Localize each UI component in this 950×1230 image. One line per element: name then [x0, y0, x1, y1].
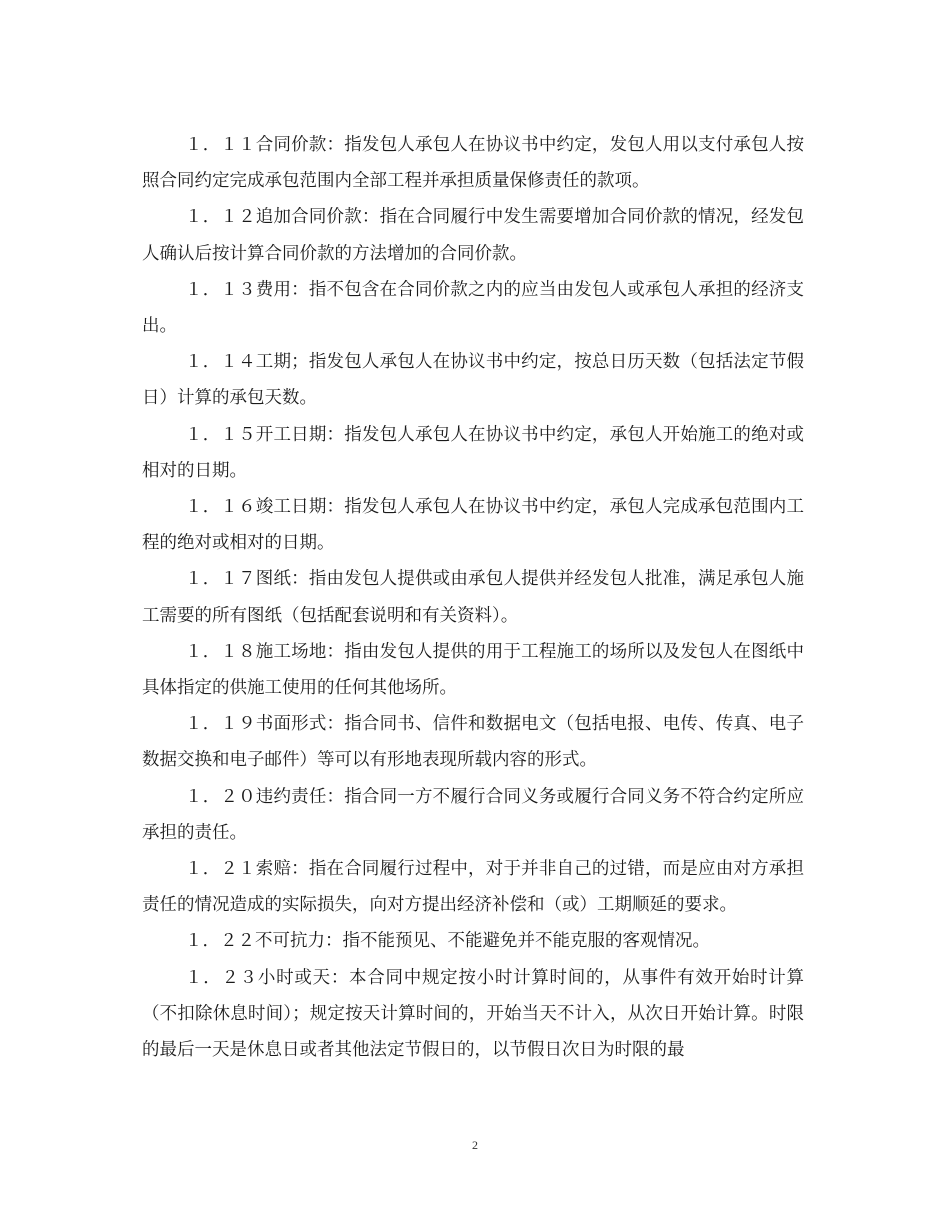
page-number: 2 — [472, 1138, 478, 1152]
document-body — [142, 127, 804, 1068]
clause-1-19: １．１９书面形式：指合同书、信件和数据电文（包括电报、电传、传真、电子数据交换和电子邮件）等可以有形地表现所载内容的形式。 — [142, 714, 804, 771]
clause-1-22: １．２２不可抗力：指不能预见、不能避免并不能克服的客观情况。 — [185, 931, 710, 952]
clause-1-11: １．１１合同价款：指发包人承包人在协议书中约定，发包人用以支付承包人按照合同约定完成承包范围内全部工程并承担质量保修责任的款项。 — [142, 135, 804, 192]
clause-1-12: １．１２追加合同价款：指在合同履行中发生需要增加合同价款的情况，经发包人确认后按计算合同价款的方法增加的合同价款。 — [142, 207, 804, 264]
clause-1-23: １．２３小时或天：本合同中规定按小时计算时间的，从事件有效开始时计算（不扣除休息时间）；规定按天计算时间的，开始当天不计入，从次日开始计算。时限的最后一天是休息日或者其他法定节假日的，以节假日次日为时限的最 — [142, 967, 804, 1061]
clause-1-14: １．１４工期；指发包人承包人在协议书中约定，按总日历天数（包括法定节假日）计算的承包天数。 — [142, 352, 804, 409]
clause-1-20: １．２０违约责任：指合同一方不履行合同义务或履行合同义务不符合约定所应承担的责任。 — [142, 786, 804, 843]
clause-1-16: １．１６竣工日期：指发包人承包人在协议书中约定，承包人完成承包范围内工程的绝对或相对的日期。 — [142, 497, 804, 554]
clause-1-21: １．２１索赔：指在合同履行过程中，对于并非自己的过错，而是应由对方承担责任的情况造成的实际损失，向对方提出经济补偿和（或）工期顺延的要求。 — [142, 859, 804, 916]
clause-1-13: １．１３费用：指不包含在合同价款之内的应当由发包人或承包人承担的经济支出。 — [142, 279, 804, 337]
clause-1-18: １．１８施工场地：指由发包人提供的用于工程施工的场所以及发包人在图纸中具体指定的供施工使用的任何其他场所。 — [142, 641, 804, 699]
clause-1-17: １．１７图纸：指由发包人提供或由承包人提供并经发包人批准，满足承包人施工需要的所有图纸（包括配套说明和有关资料）。 — [142, 569, 804, 626]
clause-1-15: １．１５开工日期：指发包人承包人在协议书中约定，承包人开始施工的绝对或相对的日期。 — [142, 424, 804, 481]
